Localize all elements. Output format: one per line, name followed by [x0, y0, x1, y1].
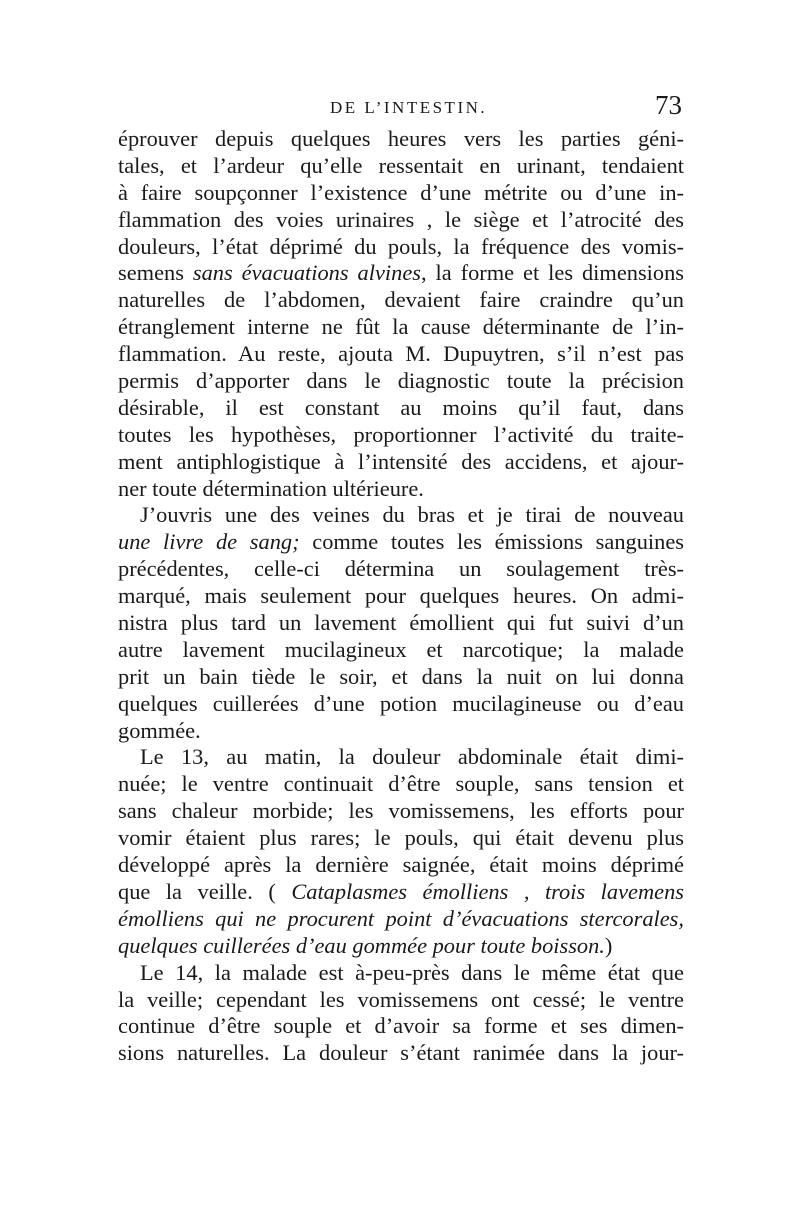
- text-segment: tales, et l’ardeur qu’elle ressentait en urinant, tendaient: [118, 152, 684, 178]
- text-line: [118, 610, 684, 637]
- text-line: [118, 825, 684, 852]
- text-line: [118, 153, 684, 180]
- running-title: DE L’INTESTIN.: [330, 98, 488, 117]
- text-segment: éprouver depuis quelques heures vers les parties géni-: [118, 126, 684, 151]
- text-segment: ): [604, 932, 613, 958]
- text-segment: ner toute détermination ultérieure.: [118, 475, 424, 501]
- text-line: [118, 556, 684, 583]
- italic-text: Cataplasmes émolliens , trois lavemens: [291, 878, 684, 904]
- text-line: [118, 852, 684, 879]
- text-line: [118, 933, 684, 960]
- text-line: [118, 502, 684, 529]
- text-line: [118, 287, 684, 314]
- text-line: [118, 960, 684, 987]
- text-line: [118, 314, 684, 341]
- text-line: [118, 583, 684, 610]
- page-number: 73: [655, 90, 682, 120]
- text-segment: étranglement interne ne fût la cause déterminante de l’in-: [118, 314, 684, 340]
- text-segment: ment antiphlogistique à l’intensité des accidens, et ajour-: [118, 448, 684, 474]
- text-segment: marqué, mais seulement pour quelques heures. On admi-: [118, 583, 684, 609]
- text-segment: flammation. Au reste, ajouta M. Dupuytren, s’il n’est pas: [118, 341, 684, 367]
- text-segment: continue d’être souple et d’avoir sa forme et ses dimen-: [118, 1013, 684, 1039]
- text-segment: la veille; cependant les vomissemens ont cessé; le ventre: [118, 986, 684, 1012]
- text-segment: , la forme et les dimensions: [420, 260, 684, 286]
- text-segment: que la veille. (: [118, 878, 292, 904]
- text-line: [118, 207, 684, 234]
- text-segment: semens: [118, 260, 193, 286]
- text-segment: à faire soupçonner l’existence d’une métrite ou d’une in-: [118, 179, 684, 205]
- text-line: [118, 368, 684, 395]
- text-line: [118, 664, 684, 691]
- italic-text: quelques cuillerées d’eau gommée pour toute boisson.: [118, 932, 605, 958]
- text-line: [118, 449, 684, 476]
- running-head: [118, 90, 688, 128]
- text-line: [118, 341, 684, 368]
- body-text: [118, 126, 684, 1067]
- text-segment: toutes les hypothèses, proportionner l’activité du traite-: [118, 421, 684, 447]
- text-line: [118, 798, 684, 825]
- text-segment: flammation des voies urinaires , le siège et l’atrocité des: [118, 206, 684, 232]
- text-line: [118, 771, 684, 798]
- text-segment: développé après la dernière saignée, était moins déprimé: [118, 852, 684, 878]
- text-segment: sans chaleur morbide; les vomissemens, les efforts pour: [118, 798, 684, 824]
- text-line: [118, 637, 684, 664]
- text-segment: quelques cuillerées d’une potion mucilagineuse ou d’eau: [118, 690, 684, 716]
- text-line: [118, 234, 684, 261]
- text-segment: nistra plus tard un lavement émollient qui fut suivi d’un: [118, 610, 684, 636]
- text-segment: Le 13, au matin, la douleur abdominale était dimi-: [140, 744, 684, 770]
- text-segment: gommée.: [118, 717, 201, 743]
- text-line: [118, 879, 684, 906]
- text-segment: autre lavement mucilagineux et narcotique; la malade: [118, 636, 684, 662]
- italic-text: une livre de sang;: [118, 529, 300, 555]
- text-segment: naturelles de l’abdomen, devaient faire craindre qu’un: [118, 287, 684, 313]
- text-segment: vomir étaient plus rares; le pouls, qui était devenu plus: [118, 825, 684, 851]
- italic-text: émolliens qui ne procurent point d’évacuations stercorales,: [118, 905, 684, 931]
- text-line: [118, 1013, 684, 1040]
- text-line: [118, 906, 684, 933]
- text-segment: Le 14, la malade est à-peu-près dans le même état que: [140, 959, 684, 985]
- text-line: [118, 476, 684, 503]
- text-line: [118, 422, 684, 449]
- text-line: [118, 180, 684, 207]
- text-line: [118, 260, 684, 287]
- text-line: [118, 1040, 684, 1067]
- text-segment: sions naturelles. La douleur s’étant ranimée dans la jour-: [118, 1040, 684, 1066]
- text-line: [118, 691, 684, 718]
- text-line: [118, 744, 684, 771]
- text-segment: précédentes, celle-ci détermina un soulagement très-: [118, 556, 684, 582]
- text-line: [118, 529, 684, 556]
- text-segment: douleurs, l’état déprimé du pouls, la fréquence des vomis-: [118, 233, 684, 259]
- text-line: [118, 126, 684, 153]
- italic-text: sans évacuations alvines: [192, 260, 421, 286]
- text-segment: prit un bain tiède le soir, et dans la nuit on lui donna: [118, 663, 684, 689]
- text-segment: désirable, il est constant au moins qu’il faut, dans: [118, 394, 684, 420]
- text-line: [118, 395, 684, 422]
- text-line: [118, 987, 684, 1014]
- text-segment: permis d’apporter dans le diagnostic toute la précision: [118, 368, 684, 394]
- text-line: [118, 718, 684, 745]
- text-segment: comme toutes les émissions sanguines: [299, 529, 684, 555]
- text-segment: J’ouvris une des veines du bras et je tirai de nouveau: [140, 502, 684, 528]
- text-segment: nuée; le ventre continuait d’être souple, sans tension et: [118, 771, 684, 797]
